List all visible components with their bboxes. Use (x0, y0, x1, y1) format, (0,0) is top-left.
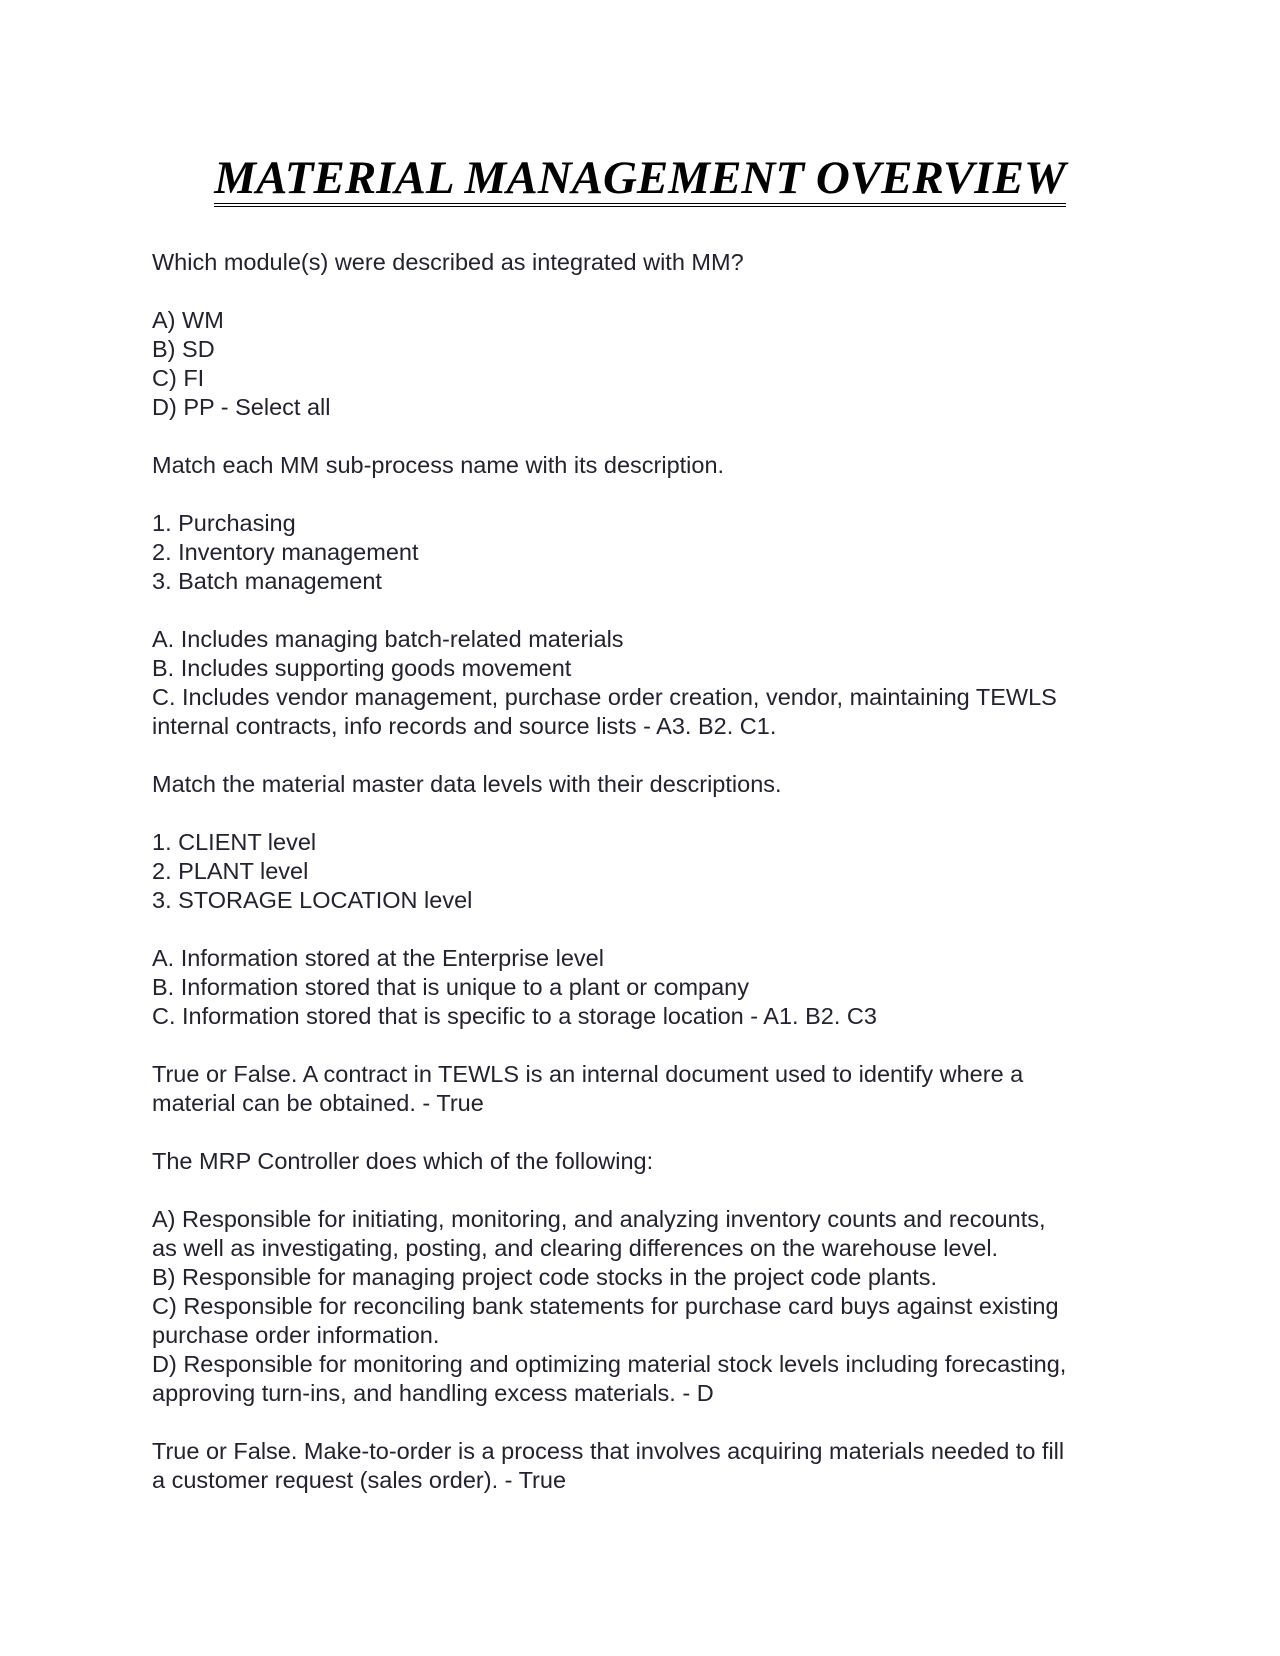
mrp-controller-options (152, 1205, 1152, 1408)
text-line: B) SD (152, 336, 215, 362)
text-line: The MRP Controller does which of the following: (152, 1148, 654, 1174)
text-line: 2. Inventory management (152, 539, 419, 565)
answer-options-modules (152, 306, 1152, 422)
question-master-data-levels (152, 770, 1152, 799)
master-data-level-descriptions (152, 944, 1152, 1031)
text-line: 3. STORAGE LOCATION level (152, 887, 473, 913)
text-line: Match the material master data levels with their descriptions. (152, 771, 782, 797)
text-line: as well as investigating, posting, and clearing differences on the warehouse level. (152, 1235, 999, 1261)
document-title (0, 150, 1280, 207)
master-data-levels-list (152, 828, 1152, 915)
text-line: 1. CLIENT level (152, 829, 317, 855)
text-line: A. Includes managing batch-related materials (152, 626, 624, 652)
sub-process-list (152, 509, 1152, 596)
text-line: True or False. A contract in TEWLS is an internal document used to identify where a (152, 1061, 1024, 1087)
text-line: A) WM (152, 307, 224, 333)
document-title-text: MATERIAL MANAGEMENT OVERVIEW (214, 153, 1066, 207)
text-line: D) Responsible for monitoring and optimizing material stock levels including forecasting, (152, 1351, 1067, 1377)
document-body (152, 248, 1152, 1524)
text-line: internal contracts, info records and source lists - A3. B2. C1. (152, 713, 777, 739)
text-line: C) Responsible for reconciling bank statements for purchase card buys against existing (152, 1293, 1059, 1319)
sub-process-descriptions (152, 625, 1152, 741)
text-line: A) Responsible for initiating, monitoring, and analyzing inventory counts and recounts, (152, 1206, 1046, 1232)
text-line: purchase order information. (152, 1322, 440, 1348)
text-line: a customer request (sales order). - True (152, 1467, 567, 1493)
text-line: 2. PLANT level (152, 858, 309, 884)
text-line: B) Responsible for managing project code stocks in the project code plants. (152, 1264, 938, 1290)
question-make-to-order-true-false (152, 1437, 1152, 1495)
text-line: 3. Batch management (152, 568, 382, 594)
text-line: True or False. Make-to-order is a process that involves acquiring materials needed to fill (152, 1438, 1065, 1464)
question-module-integration (152, 248, 1152, 277)
text-line: C. Information stored that is specific to a storage location - A1. B2. C3 (152, 1003, 877, 1029)
text-line: approving turn-ins, and handling excess materials. - D (152, 1380, 714, 1406)
text-line: A. Information stored at the Enterprise level (152, 945, 604, 971)
text-line: B. Includes supporting goods movement (152, 655, 572, 681)
text-line: 1. Purchasing (152, 510, 296, 536)
text-line: D) PP - Select all (152, 394, 331, 420)
question-mrp-controller (152, 1147, 1152, 1176)
text-line: Match each MM sub-process name with its description. (152, 452, 725, 478)
text-line: B. Information stored that is unique to a plant or company (152, 974, 749, 1000)
question-contract-true-false (152, 1060, 1152, 1118)
text-line: material can be obtained. - True (152, 1090, 484, 1116)
question-sub-process-match (152, 451, 1152, 480)
text-line: Which module(s) were described as integrated with MM? (152, 249, 744, 275)
text-line: C) FI (152, 365, 205, 391)
text-line: C. Includes vendor management, purchase order creation, vendor, maintaining TEWLS (152, 684, 1057, 710)
